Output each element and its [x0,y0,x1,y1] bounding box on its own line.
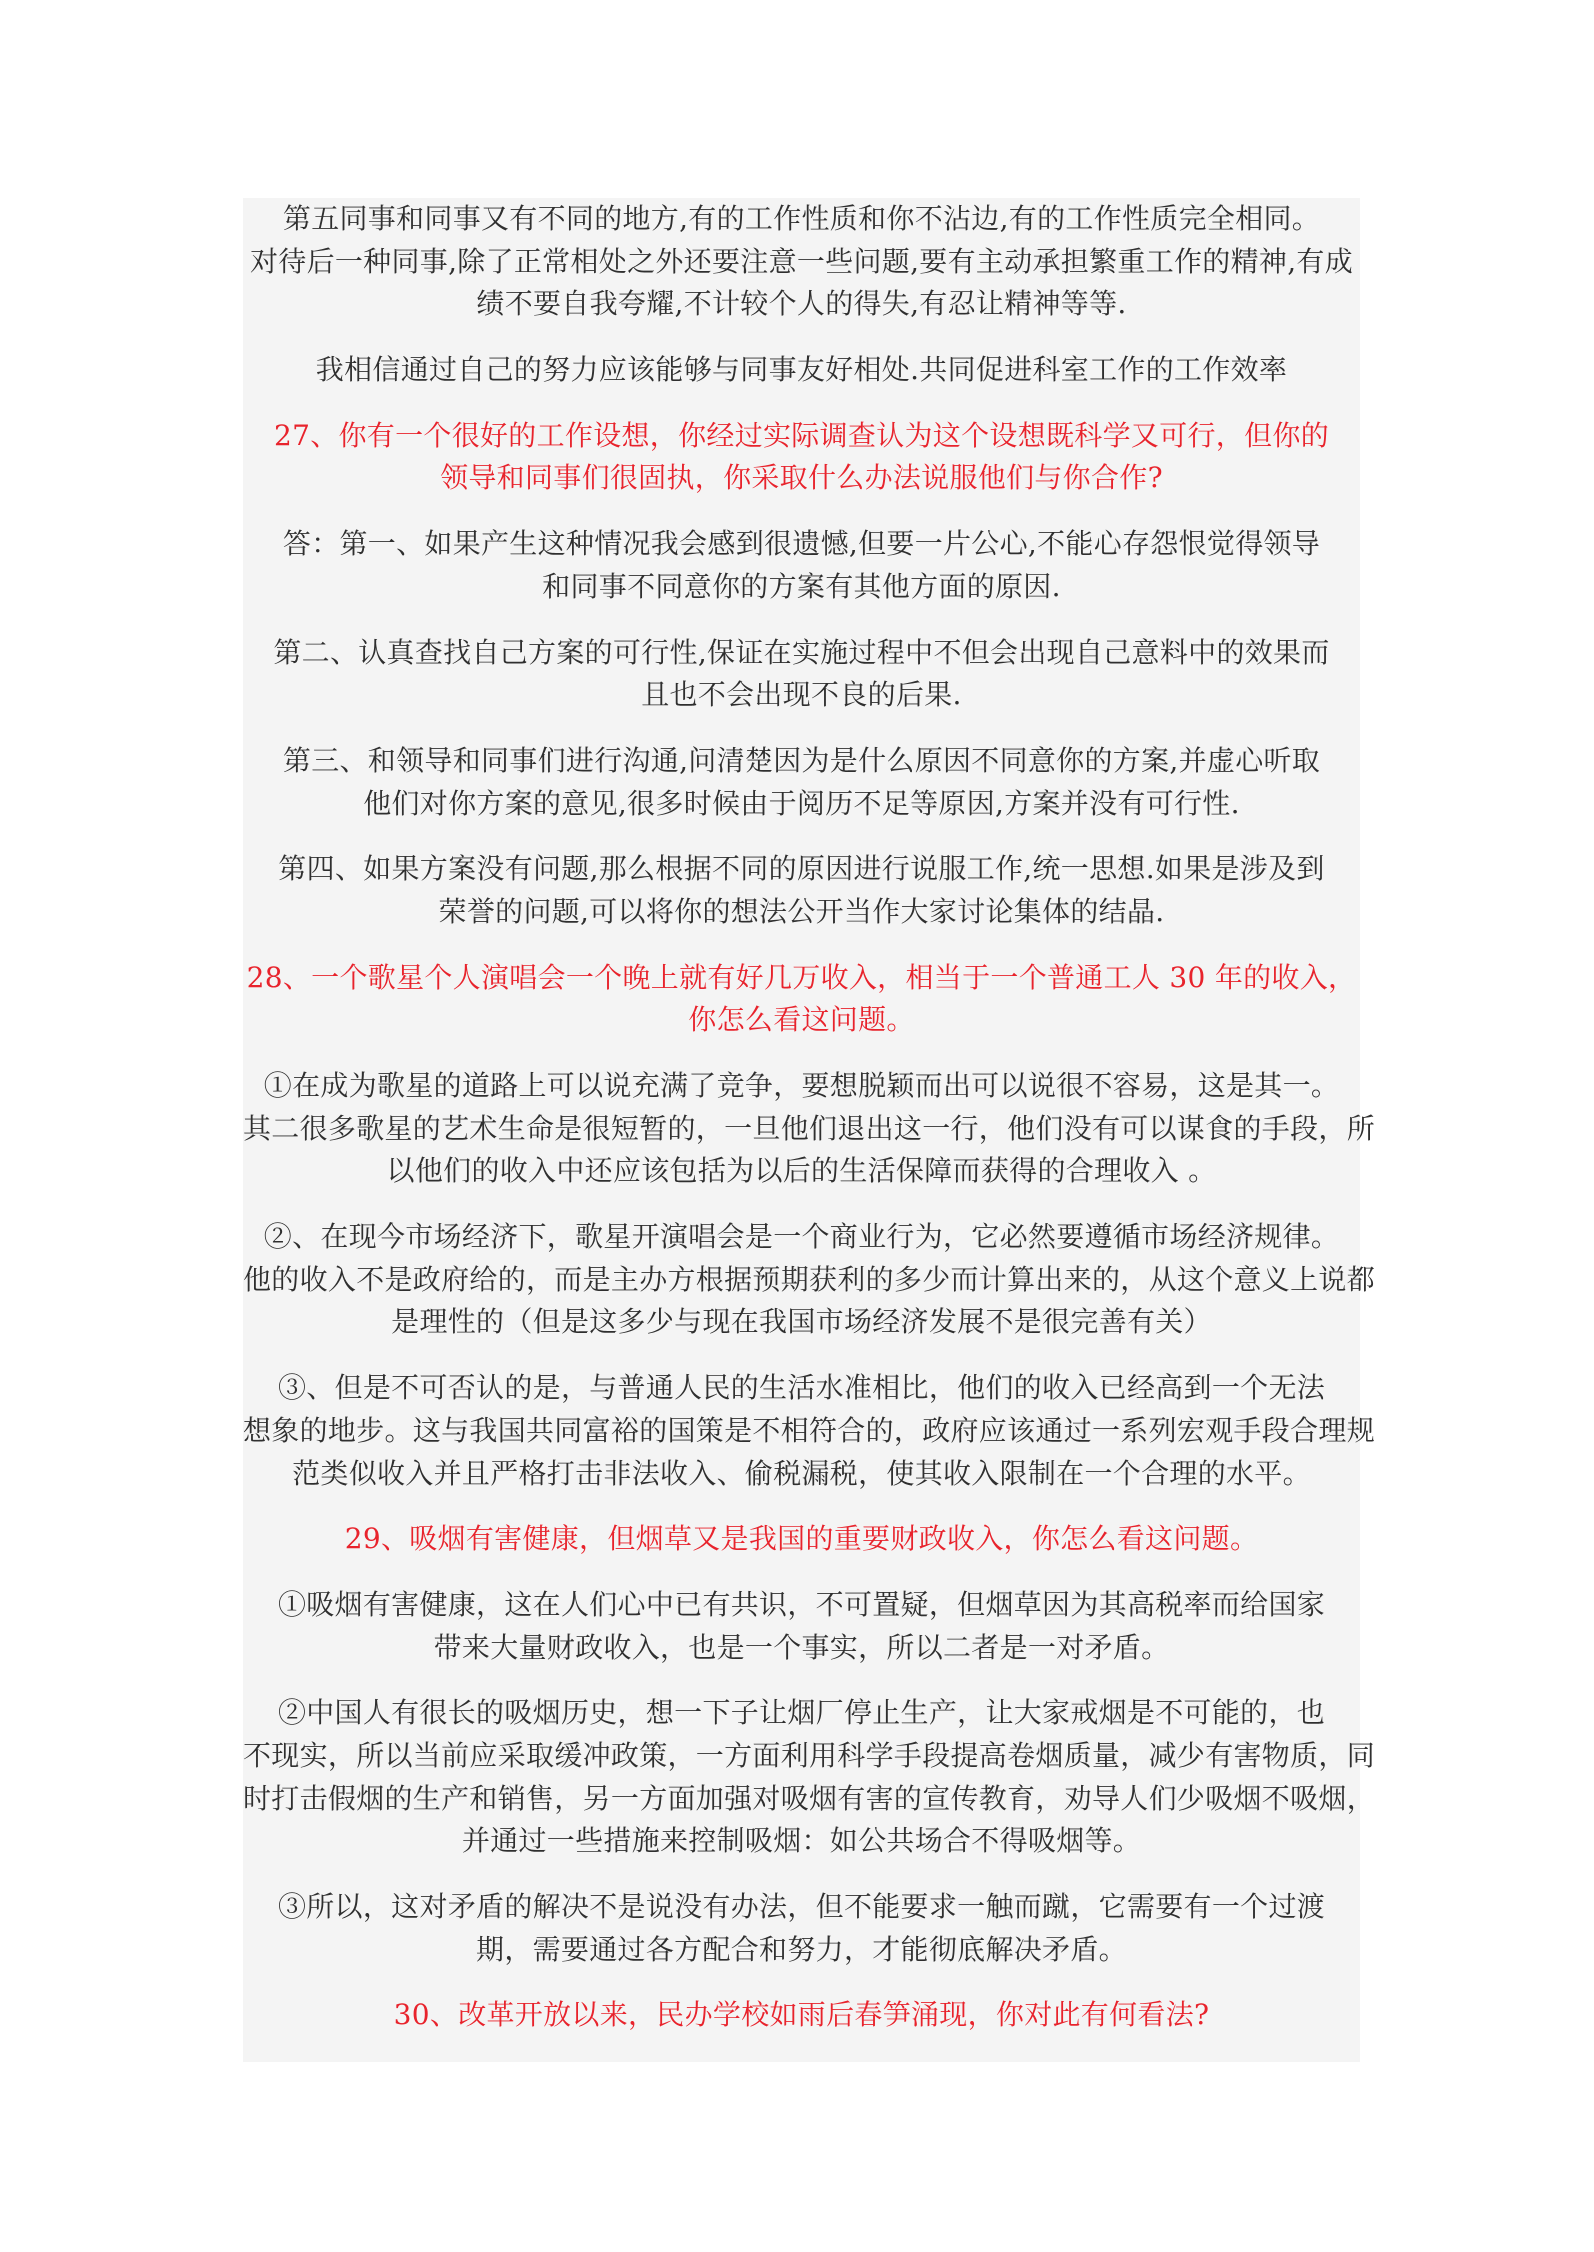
answer-paragraph [243,1065,1376,1193]
question-heading [243,1518,1360,1561]
text-line: 是理性的（但是这多少与现在我国市场经济发展不是很完善有关） [391,1305,1212,1339]
text-line: 30、改革开放以来，民办学校如雨后春笋涌现，你对此有何看法? [393,1998,1210,2032]
question-heading [243,957,1360,1042]
text-line: 第二、认真查找自己方案的可行性,保证在实施过程中不但会出现自己意料中的效果而 [273,635,1330,669]
text-line: 27、你有一个很好的工作设想，你经过实际调查认为这个设想既科学又可行，但你的 [273,418,1330,452]
text-line: 他们对你方案的意见,很多时候由于阅历不足等原因,方案并没有可行性. [363,786,1240,820]
text-line: 其二很多歌星的艺术生命是很短暂的，一旦他们退出这一行，他们没有可以谋食的手段，所 [243,1111,1376,1145]
text-line: 荣誉的问题,可以将你的想法公开当作大家讨论集体的结晶. [438,894,1165,928]
answer-paragraph [243,1367,1376,1495]
answer-paragraph [243,740,1360,825]
text-line: 第五同事和同事又有不同的地方,有的工作性质和你不沾边,有的工作性质完全相同。 [282,202,1321,235]
text-line: 第三、和领导和同事们进行沟通,问清楚因为是什么原因不同意你的方案,并虚心听取 [282,743,1321,777]
text-line: 想象的地步。这与我国共同富裕的国策是不相符合的，政府应该通过一系列宏观手段合理规 [243,1413,1376,1447]
text-line: 28、一个歌星个人演唱会一个晚上就有好几万收入，相当于一个普通工人 30 年的收入， [246,960,1357,994]
text-line: ②中国人有很长的吸烟历史，想一下子让烟厂停止生产，让大家戒烟是不可能的，也 [277,1696,1326,1730]
text-line: 不现实，所以当前应采取缓冲政策，一方面利用科学手段提高卷烟质量，减少有害物质，同 [243,1738,1376,1772]
answer-paragraph [243,1584,1360,1669]
answer-paragraph [243,349,1360,392]
text-line: 对待后一种同事,除了正常相处之外还要注意一些问题,要有主动承担繁重工作的精神,有成 [249,244,1353,278]
text-line: 他的收入不是政府给的，而是主办方根据预期获利的多少而计算出来的，从这个意义上说都 [243,1262,1376,1296]
text-line: ①在成为歌星的道路上可以说充满了竞争，要想脱颖而出可以说很不容易，这是其一。 [263,1069,1340,1102]
answer-paragraph [243,198,1360,326]
answer-paragraph [243,1216,1376,1344]
text-line: ①吸烟有害健康，这在人们心中已有共识，不可置疑，但烟草因为其高税率而给国家 [277,1587,1326,1621]
answer-paragraph [243,1886,1360,1971]
text-line: 范类似收入并且严格打击非法收入、偷税漏税，使其收入限制在一个合理的水平。 [292,1456,1311,1490]
text-line: 第四、如果方案没有问题,那么根据不同的原因进行说服工作,统一思想.如果是涉及到 [278,852,1325,886]
text-line: 领导和同事们很固执，你采取什么办法说服他们与你合作? [440,461,1163,495]
answer-paragraph [243,632,1360,717]
text-line: ③、但是不可否认的是，与普通人民的生活水准相比，他们的收入已经高到一个无法 [277,1371,1326,1405]
answer-paragraph [243,1692,1376,1863]
text-line: 带来大量财政收入，也是一个事实，所以二者是一对矛盾。 [433,1630,1170,1664]
text-line: 我相信通过自己的努力应该能够与同事友好相处.共同促进科室工作的工作效率 [315,353,1288,387]
text-line: 且也不会出现不良的后果. [641,678,962,712]
text-line: 以他们的收入中还应该包括为以后的生活保障而获得的合理收入 。 [386,1154,1217,1188]
question-heading [243,1994,1360,2037]
text-line: 绩不要自我夸耀,不计较个人的得失,有忍让精神等等. [476,287,1127,321]
text-line: 时打击假烟的生产和销售，另一方面加强对吸烟有害的宣传教育，劝导人们少吸烟不吸烟， [243,1781,1376,1815]
document-page [243,198,1376,2062]
answer-paragraph [243,523,1360,608]
question-heading [243,415,1360,500]
text-line: 期，需要通过各方配合和努力，才能彻底解决矛盾。 [476,1932,1127,1966]
text-line: 并通过一些措施来控制吸烟：如公共场合不得吸烟等。 [461,1824,1142,1858]
text-line: 你怎么看这问题。 [688,1003,915,1037]
text-line: ③所以，这对矛盾的解决不是说没有办法，但不能要求一触而蹴，它需要有一个过渡 [277,1890,1326,1923]
text-line: 答：第一、如果产生这种情况我会感到很遗憾,但要一片公心,不能心存怨恨觉得领导 [282,527,1321,561]
text-line: 和同事不同意你的方案有其他方面的原因. [542,569,1061,603]
answer-paragraph [243,848,1360,933]
text-line: 29、吸烟有害健康，但烟草又是我国的重要财政收入，你怎么看这问题。 [344,1522,1259,1556]
text-line: ②、在现今市场经济下，歌星开演唱会是一个商业行为，它必然要遵循市场经济规律。 [263,1220,1340,1254]
